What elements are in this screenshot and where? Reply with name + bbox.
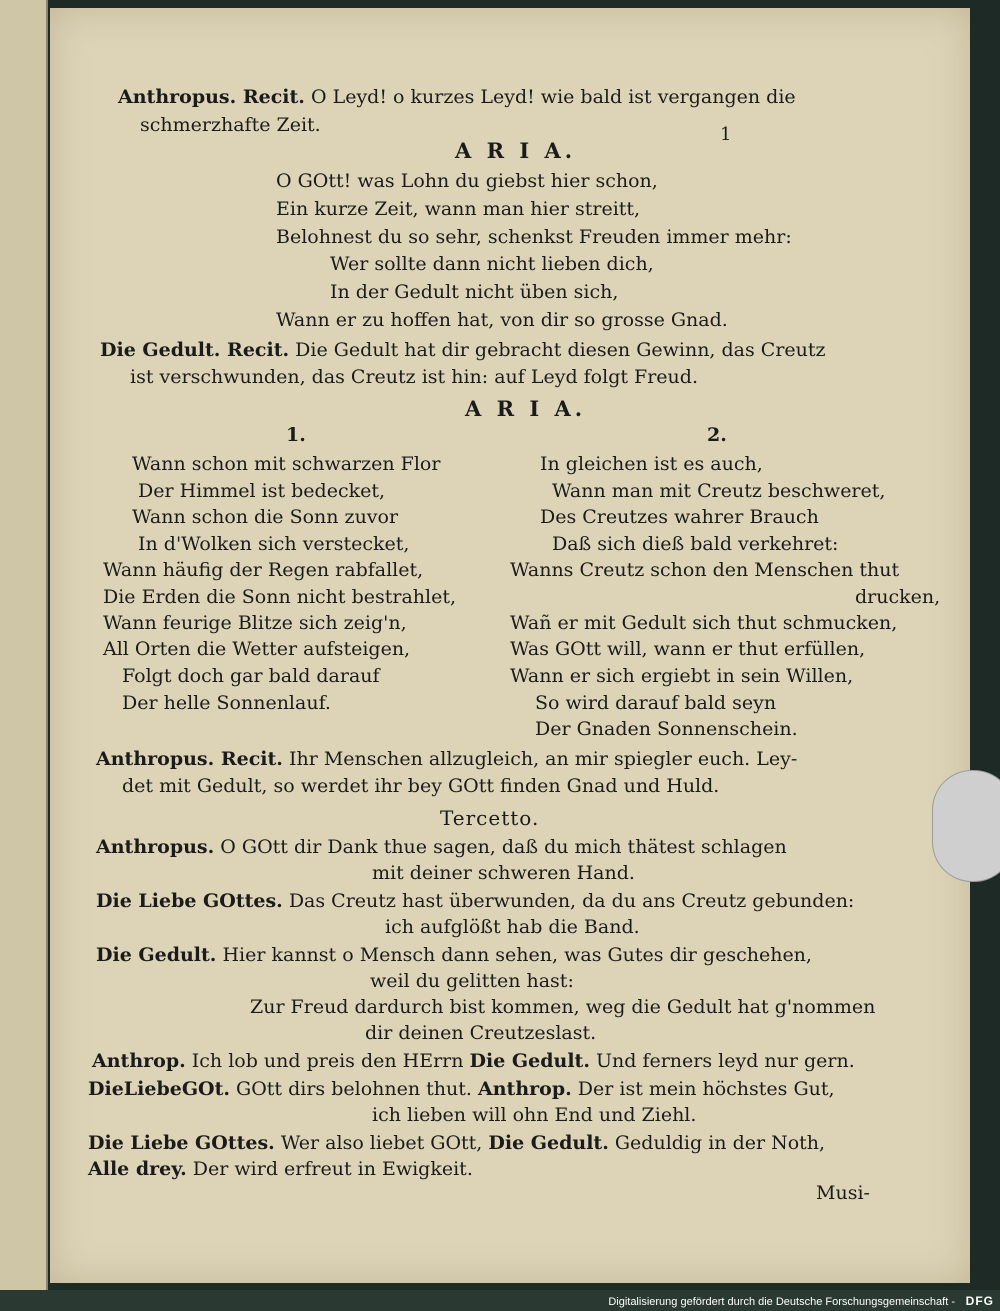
aria2-col1-line: Folgt doch gar bald darauf [122, 665, 380, 687]
speech2-text-2: ist verschwunden, das Creutz ist hin: auf Leyd folgt Freud. [130, 366, 698, 388]
speech3-text-1: Ihr Menschen allzugleich, an mir spiegler euch. Ley- [288, 748, 798, 770]
aria2-col1-line: Wann feurige Blitze sich zeig'n, [103, 612, 407, 634]
aria2-number-1: 1. [286, 424, 306, 446]
tercetto-text: GOtt dirs belohnen thut. [236, 1078, 472, 1100]
tercetto-text: Der wird erfreut in Ewigkeit. [192, 1158, 473, 1180]
aria2-col2-line: Des Creutzes wahrer Brauch [540, 506, 819, 528]
tercetto-speaker: Anthropus. [96, 836, 215, 858]
aria2-col1-line: In d'Wolken sich verstecket, [138, 533, 410, 555]
aria2-col2-line: drucken, [855, 586, 941, 608]
page-tab [932, 770, 1000, 882]
speech3-speaker: Anthropus. Recit. [96, 748, 283, 770]
aria2-col2-line: Wann er sich ergiebt in sein Willen, [510, 665, 854, 687]
tercetto-line [88, 1160, 473, 1179]
aria1-line: Wann er zu hoffen hat, von dir so grosse Gnad. [276, 309, 728, 331]
tercetto-text: O GOtt dir Dank thue sagen, daß du mich thätest schlagen [220, 836, 787, 858]
tercetto-line [96, 946, 812, 965]
tercetto-text: Zur Freud dardurch bist kommen, weg die Gedult hat g'nommen [250, 996, 876, 1018]
tercetto-line [88, 1134, 825, 1153]
aria1-heading: A R I A. [455, 138, 577, 163]
tercetto-speaker: Die Liebe GOttes. [88, 1132, 275, 1154]
speech2-line1 [100, 341, 826, 360]
tercetto-text: weil du gelitten hast: [370, 970, 574, 992]
page-number: 1 [720, 124, 732, 145]
tercetto-speaker: Alle drey. [88, 1158, 187, 1180]
tercetto-text: dir deinen Creutzeslast. [365, 1022, 597, 1044]
aria2-col1-line: Wann schon mit schwarzen Flor [132, 453, 441, 475]
tercetto-text: Wer also liebet GOtt, [280, 1132, 483, 1154]
speech3-line1 [96, 750, 797, 769]
tercetto-text: Das Creutz hast überwunden, da du ans Creutz gebunden: [288, 890, 855, 912]
aria2-col2-line: Der Gnaden Sonnenschein. [535, 718, 798, 740]
aria1-line: Wer sollte dann nicht lieben dich, [330, 253, 654, 275]
aria2-col2-line: Wanns Creutz schon den Menschen thut [510, 559, 900, 581]
tercetto-text-2: Geduldig in der Noth, [614, 1132, 826, 1154]
aria1-line: In der Gedult nicht üben sich, [330, 281, 619, 303]
aria2-col2-line: Was GOtt will, wann er thut erfüllen, [510, 638, 866, 660]
speech1-text-1: O Leyd! o kurzes Leyd! wie bald ist vergangen die [310, 86, 796, 108]
tercetto-line [88, 1080, 835, 1099]
aria2-col1-line: All Orten die Wetter aufsteigen, [103, 638, 411, 660]
tercetto-text-2: Und ferners leyd nur gern. [596, 1050, 855, 1072]
aria1-line: O GOtt! was Lohn du giebst hier schon, [276, 170, 658, 192]
aria2-col1-line: Der Himmel ist bedecket, [138, 480, 386, 502]
speech3-text-2: det mit Gedult, so werdet ihr bey GOtt finden Gnad und Huld. [122, 775, 720, 797]
tercetto-text: mit deiner schweren Hand. [372, 862, 635, 884]
tercetto-line [96, 892, 854, 911]
tercetto-line [96, 838, 787, 857]
aria2-col1-line: Wann schon die Sonn zuvor [132, 506, 399, 528]
aria2-heading: A R I A. [465, 396, 587, 421]
tercetto-speaker-2: Die Gedult. [469, 1050, 590, 1072]
aria2-col2-line: So wird darauf bald seyn [535, 692, 777, 714]
aria2-col1-line: Wann häufig der Regen rabfallet, [103, 559, 424, 581]
tercetto-speaker: Anthrop. [92, 1050, 186, 1072]
left-page-edge [0, 0, 48, 1290]
tercetto-speaker-2: Anthrop. [477, 1078, 572, 1100]
dfg-logo[interactable]: DFG [965, 1294, 994, 1308]
aria2-col2-line: Wañ er mit Gedult sich thut schmucken, [510, 612, 898, 634]
speech1-line1 [118, 88, 796, 107]
aria2-col2-line: In gleichen ist es auch, [540, 453, 763, 475]
aria2-number-2: 2. [707, 424, 727, 446]
tercetto-heading: Tercetto. [440, 806, 540, 830]
tercetto-speaker: Die Gedult. [96, 944, 217, 966]
tercetto-line [92, 1052, 855, 1071]
tercetto-speaker-2: Die Gedult. [488, 1132, 609, 1154]
catchword: Musi- [816, 1182, 870, 1204]
tercetto-text-2: Der ist mein höchstes Gut, [577, 1078, 835, 1100]
tercetto-text: Ich lob und preis den HErrn [191, 1050, 464, 1072]
speech2-speaker: Die Gedult. Recit. [100, 339, 290, 361]
tercetto-speaker: Die Liebe GOttes. [96, 890, 283, 912]
aria2-col2-line: Wann man mit Creutz beschweret, [552, 480, 886, 502]
tercetto-text: Hier kannst o Mensch dann sehen, was Gutes dir geschehen, [222, 944, 812, 966]
aria2-col2-line: Daß sich dieß bald verkehret: [552, 533, 839, 555]
aria1-line: Belohnest du so sehr, schenkst Freuden immer mehr: [276, 226, 792, 248]
footer-funding-text: Digitalisierung gefördert durch die Deutsche Forschungsgemeinschaft - [608, 1296, 955, 1308]
speech1-speaker: Anthropus. Recit. [118, 86, 305, 108]
speech1-text-2: schmerzhafte Zeit. [140, 114, 321, 136]
tercetto-text: ich aufglößt hab die Band. [385, 916, 640, 938]
aria2-col1-line: Die Erden die Sonn nicht bestrahlet, [103, 586, 457, 608]
aria1-line: Ein kurze Zeit, wann man hier streitt, [276, 198, 641, 220]
aria2-col1-line: Der helle Sonnenlauf. [122, 692, 331, 714]
tercetto-text: ich lieben will ohn End und Ziehl. [372, 1104, 697, 1126]
speech2-text-1: Die Gedult hat dir gebracht diesen Gewinn, das Creutz [295, 339, 826, 361]
tercetto-speaker: DieLiebeGOt. [88, 1078, 230, 1100]
